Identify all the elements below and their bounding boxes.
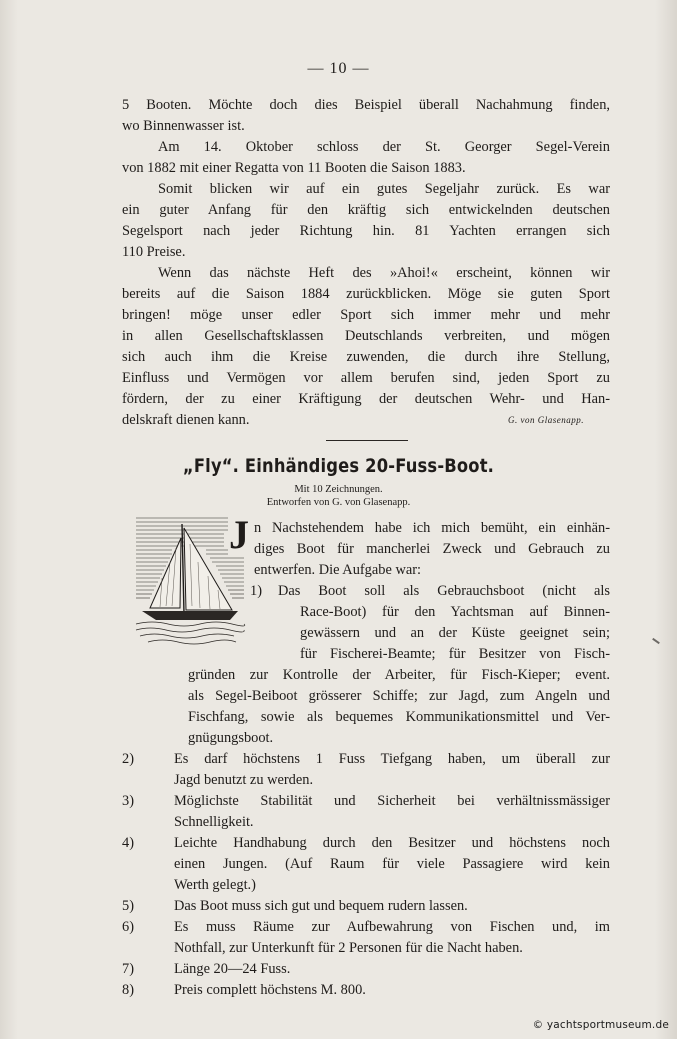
list-row bbox=[122, 791, 610, 812]
text-line: Race-Boot) für den Yachtsman auf Binnen- bbox=[300, 604, 610, 620]
text-line: entwerfen. Die Aufgabe war: bbox=[254, 562, 422, 578]
list-row bbox=[122, 959, 610, 980]
text-line: 5 Booten. Möchte doch dies Beispiel überall Nachahmung finden, bbox=[122, 97, 610, 113]
text-line: als Segel-Beiboot grösserer Schiffe; zur Jagd, zum Angeln und bbox=[188, 688, 610, 704]
item-line: einen Jungen. (Auf Raum für viele Passagiere wird kein bbox=[174, 856, 610, 872]
item-number: 6) bbox=[122, 919, 134, 935]
text-line: sich auch ihm die Kreise zuwenden, die durch ihre Stellung, bbox=[122, 349, 610, 365]
text-line: Einfluss und Vermögen vor allem berufen sind, jeden Sport zu bbox=[122, 370, 610, 386]
requirements-list bbox=[122, 749, 610, 1001]
list-row bbox=[122, 917, 610, 938]
list-row bbox=[122, 896, 610, 917]
item-number: 1) bbox=[250, 583, 262, 599]
item-line: Preis complett höchstens M. 800. bbox=[174, 982, 366, 998]
scan-mark bbox=[652, 638, 660, 644]
watermark: © yachtsportmuseum.de bbox=[532, 1019, 669, 1031]
text-line: n Nachstehendem habe ich mich bemüht, ein einhän- bbox=[254, 520, 610, 536]
text-line: bringen! möge unser edler Sport sich immer mehr und mehr bbox=[122, 307, 610, 323]
item-line: Möglichste Stabilität und Sicherheit bei verhältnissmässiger bbox=[174, 793, 610, 809]
list-row bbox=[122, 749, 610, 770]
item-line: Das Boot muss sich gut und bequem rudern lassen. bbox=[174, 898, 468, 914]
text-line: in allen Gesellschaftsklassen Deutschlands verbreiten, und mögen bbox=[122, 328, 610, 344]
item-line: Das Boot soll als Gebrauchsboot (nicht als bbox=[278, 583, 610, 599]
text-line: wo Binnenwasser ist. bbox=[122, 118, 245, 134]
item-line: Schnelligkeit. bbox=[174, 814, 254, 830]
item-line: Jagd benutzt zu werden. bbox=[174, 772, 314, 788]
list-row bbox=[122, 833, 610, 854]
text-line: von 1882 mit einer Regatta von 11 Booten die Saison 1883. bbox=[122, 160, 466, 176]
page-number: — 10 — bbox=[307, 60, 370, 77]
text-line: Am 14. Oktober schloss der St. Georger Segel-Verein bbox=[158, 139, 610, 155]
item-number: 8) bbox=[122, 982, 134, 998]
text-line: bereits auf die Saison 1884 zurückblicken. Möge sie guten Sport bbox=[122, 286, 610, 302]
list-row bbox=[122, 875, 610, 896]
text-line: Wenn das nächste Heft des »Ahoi!« erscheint, können wir bbox=[158, 265, 610, 281]
text-line: Segelsport nach jeder Richtung hin. 81 Yachten errangen sich bbox=[122, 223, 610, 239]
article-intro bbox=[254, 518, 610, 581]
list-item-1 bbox=[250, 581, 610, 665]
closing-line: delskraft dienen kann. bbox=[122, 412, 250, 428]
item-number: 3) bbox=[122, 793, 134, 809]
article-byline: Entworfen von G. von Glasenapp. bbox=[266, 497, 411, 508]
opening-text bbox=[122, 95, 610, 431]
author-signature: G. von Glasenapp. bbox=[508, 415, 584, 425]
item-number: 7) bbox=[122, 961, 134, 977]
list-row bbox=[122, 770, 610, 791]
list-row bbox=[122, 938, 610, 959]
item-number: 4) bbox=[122, 835, 134, 851]
item-line: Es darf höchstens 1 Fuss Tiefgang haben, um überall zur bbox=[174, 751, 610, 767]
text-line bbox=[122, 410, 610, 431]
article-subtitle: Mit 10 Zeichnungen. bbox=[294, 484, 383, 495]
item-line: Länge 20—24 Fuss. bbox=[174, 961, 291, 977]
text-line: ein guter Anfang für den kräftig sich entwickelnden deutschen bbox=[122, 202, 610, 218]
list-item-1-continued bbox=[188, 665, 610, 749]
item-line: Leichte Handhabung durch den Besitzer und höchstens noch bbox=[174, 835, 610, 851]
list-row bbox=[122, 854, 610, 875]
article-title: „Fly“. Einhändiges 20-Fuss-Boot. bbox=[182, 455, 495, 477]
item-line: Werth gelegt.) bbox=[174, 877, 256, 893]
text-line: fördern, der zu einer Kräftigung der deutschen Wehr- und Han- bbox=[122, 391, 610, 407]
item-line: Nothfall, zur Unterkunft für 2 Personen für die Nacht haben. bbox=[174, 940, 523, 956]
section-divider bbox=[326, 440, 408, 441]
item-number: 5) bbox=[122, 898, 134, 914]
list-row bbox=[122, 812, 610, 833]
text-line: für Fischerei-Beamte; für Besitzer von Fisch- bbox=[300, 646, 610, 662]
item-number: 2) bbox=[122, 751, 134, 767]
text-line: Fischfang, sowie als bequemes Kommunikationsmittel und Ver- bbox=[188, 709, 610, 725]
text-line: diges Boot für mancherlei Zweck und Gebrauch zu bbox=[254, 541, 610, 557]
text-line: Somit blicken wir auf ein gutes Segeljahr zurück. Es war bbox=[158, 181, 610, 197]
list-row bbox=[122, 980, 610, 1001]
text-line bbox=[250, 581, 610, 602]
text-line: gründen zur Kontrolle der Arbeiter, für Fisch-Kieper; event. bbox=[188, 667, 610, 683]
text-line: 110 Preise. bbox=[122, 244, 186, 260]
text-line: gnügungsboot. bbox=[188, 730, 274, 746]
drop-cap: J bbox=[229, 512, 249, 557]
item-line: Es muss Räume zur Aufbewahrung von Fischen und, im bbox=[174, 919, 610, 935]
text-line: gewässern und an der Küste geeignet sein; bbox=[300, 625, 610, 641]
